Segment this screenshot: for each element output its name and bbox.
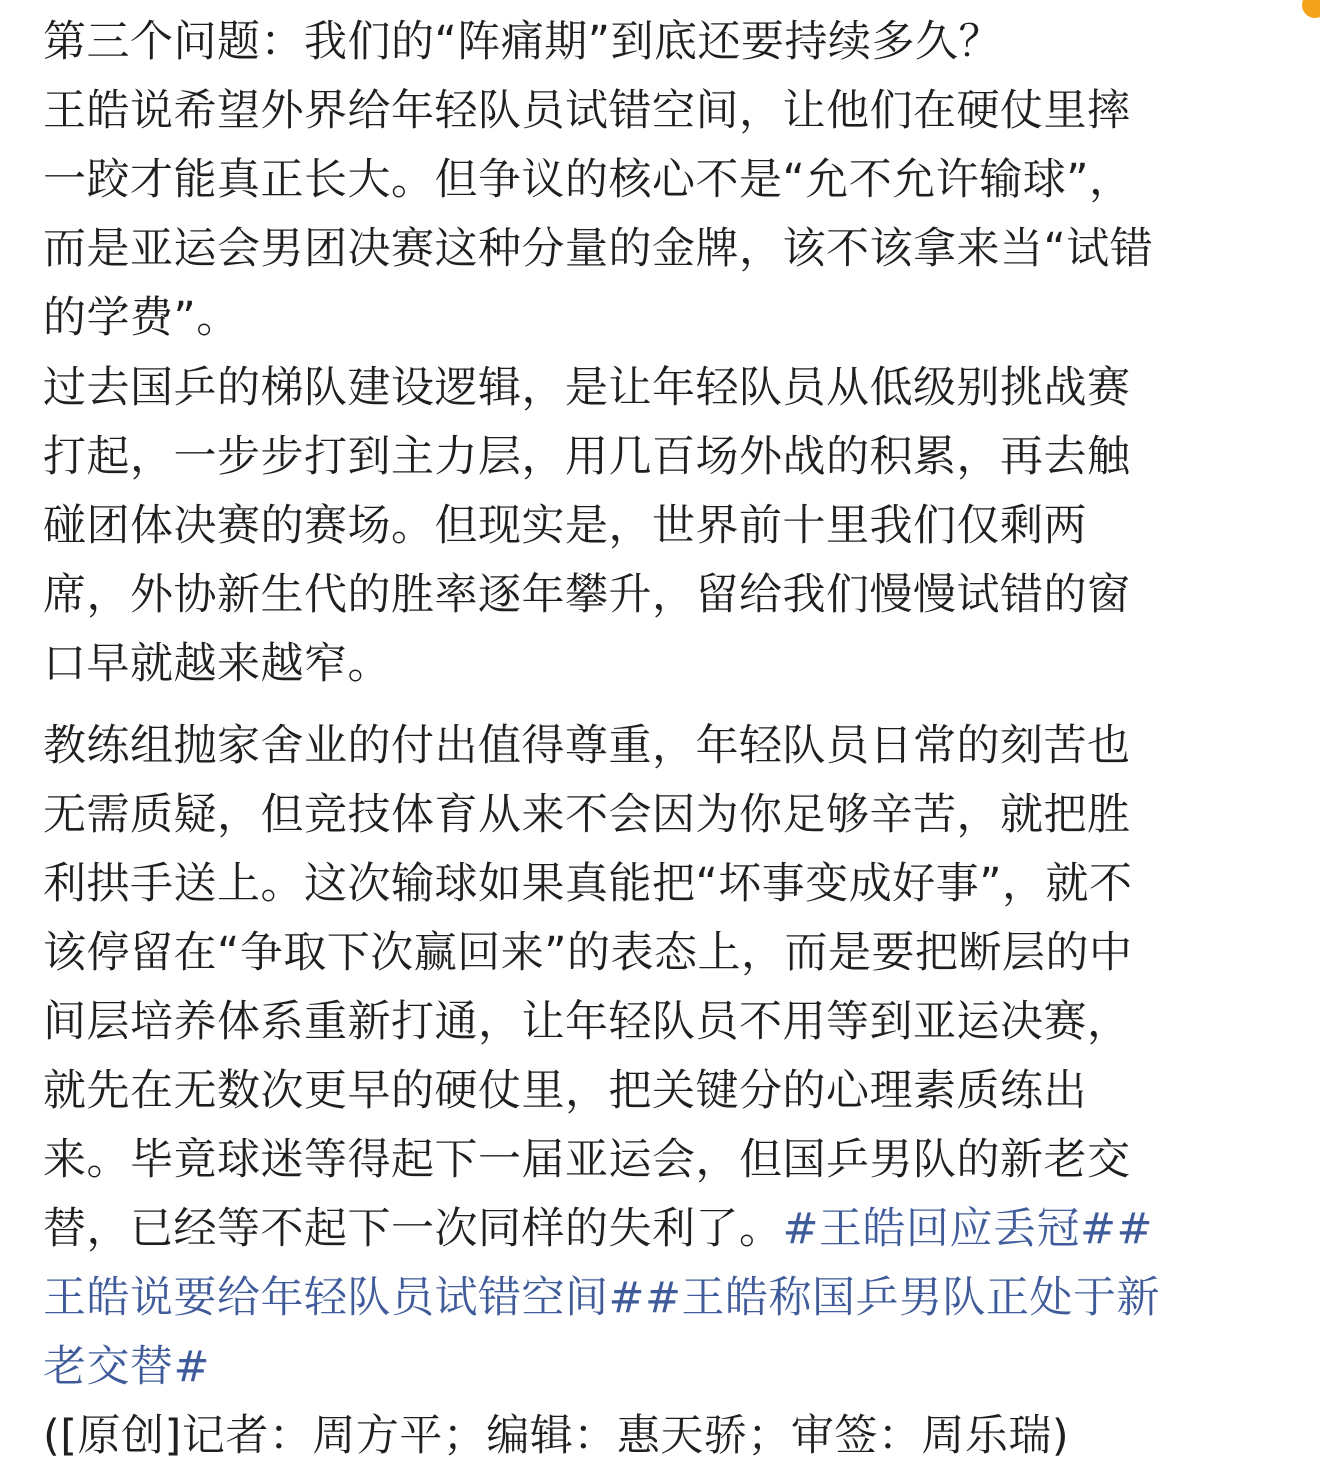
text-line: 席，外协新生代的胜率逐年攀升，留给我们慢慢试错的窗: [43, 570, 1131, 620]
text-line: 而是亚运会男团决赛这种分量的金牌，该不该拿来当“试错: [43, 224, 1154, 274]
text-line: 口早就越来越窄。: [43, 639, 391, 689]
text-line: 来。毕竟球迷等得起下一届亚运会，但国乒男队的新老交: [43, 1135, 1131, 1185]
text-line: 碰团体决赛的赛场。但现实是，世界前十里我们仅剩两: [43, 501, 1087, 551]
text-line: 王皓说希望外界给年轻队员试错空间，让他们在硬仗里摔: [43, 86, 1131, 136]
text-line: 一跤才能真正长大。但争议的核心不是“允不允许输球”，: [43, 155, 1133, 205]
text-line: 间层培养体系重新打通，让年轻队员不用等到亚运决赛，: [43, 997, 1131, 1047]
notification-dot: [1302, 0, 1320, 18]
credits-line: ([原创]记者：周方平；编辑：惠天骄；审签：周乐瑞): [43, 1411, 1070, 1461]
text-line: 就先在无数次更早的硬仗里，把关键分的心理素质练出: [43, 1066, 1087, 1116]
text-line: 的学费”。: [43, 293, 240, 343]
text-line: 第三个问题：我们的“阵痛期”到底还要持续多久？: [43, 17, 1003, 67]
hashtag-link[interactable]: 王皓说要给年轻队员试错空间##王皓称国乒男队正处于新: [43, 1273, 1161, 1323]
text-line: 过去国乒的梯队建设逻辑，是让年轻队员从低级别挑战赛: [43, 363, 1131, 413]
text-line: 利拱手送上。这次输球如果真能把“坏事变成好事”，就不: [43, 859, 1133, 909]
text-line: 无需质疑，但竞技体育从来不会因为你足够辛苦，就把胜: [43, 790, 1131, 840]
text-line: 打起，一步步打到主力层，用几百场外战的积累，再去触: [43, 432, 1131, 482]
text-line: 教练组抛家舍业的付出值得尊重，年轻队员日常的刻苦也: [43, 721, 1131, 771]
text-line-with-hashtag: [43, 1195, 1153, 1263]
text-line: 该停留在“争取下次赢回来”的表态上，而是要把断层的中: [43, 928, 1133, 978]
hashtag-link[interactable]: #王皓回应丢冠##: [782, 1204, 1154, 1254]
hashtag-link[interactable]: 老交替#: [43, 1342, 211, 1392]
text-segment: 替，已经等不起下一次同样的失利了。: [43, 1204, 783, 1254]
